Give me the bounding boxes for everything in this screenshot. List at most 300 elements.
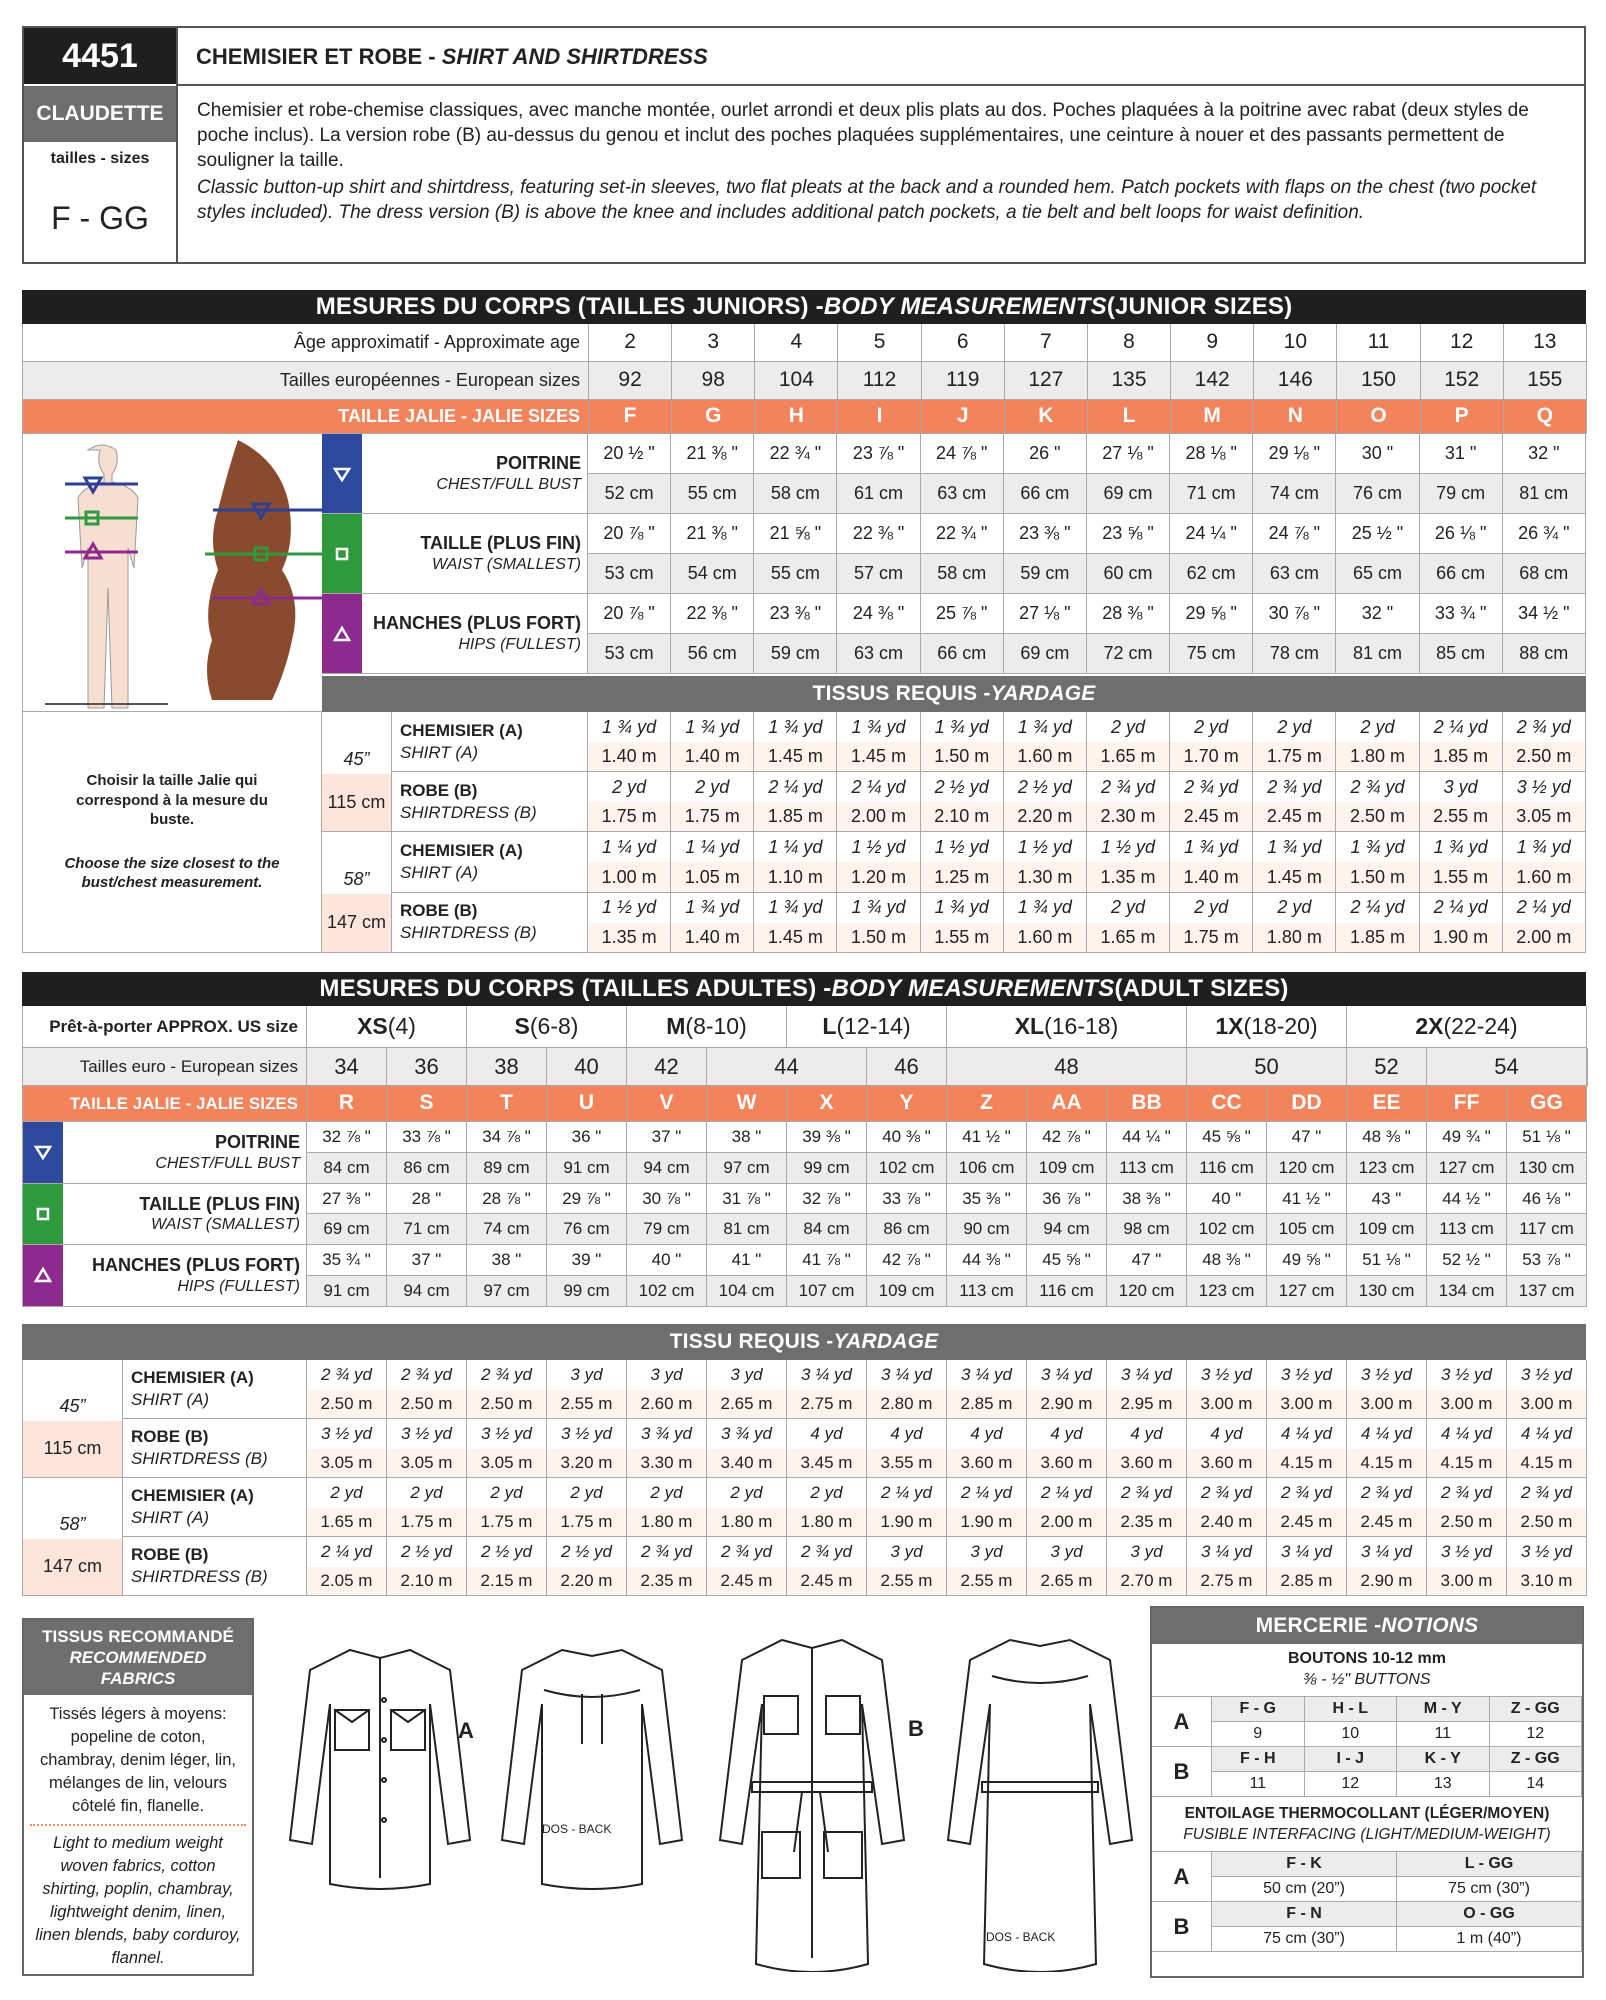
fabrics-title: TISSUS RECOMMANDÉ [42,1627,234,1646]
yardage-m-cell: 2.35 m [1107,1508,1187,1538]
buttons-heading-en: ⅜ - ½" BUTTONS [1303,1671,1431,1688]
yardage-m-cell: 2.50 m [1427,1508,1507,1538]
cm-cell: 57 cm [837,554,920,594]
back-label-a: DOS - BACK [542,1822,612,1836]
inch-cell: 38 ⅜ " [1107,1184,1187,1215]
inch-cell: 28 ⅛ " [1170,434,1253,474]
euro-size-cell: 155 [1504,362,1587,400]
yardage-m-cell: 3.05 m [1503,802,1586,832]
junior-size-note [22,712,322,953]
yardage-m-cell: 1.70 m [1170,742,1253,772]
notion-quantity: 12 [1305,1772,1398,1797]
inch-cell: 21 ⅜ " [671,434,754,474]
cm-cell: 75 cm [1170,634,1253,674]
yardage-garment-label-fr: CHEMISIER (A) [131,1367,254,1387]
cm-cell: 97 cm [467,1276,547,1307]
yardage-yd-cell: 1 ¾ yd [1503,832,1586,862]
inch-cell: 26 ¾ " [1503,514,1586,554]
yardage-m-cell: 3.05 m [307,1449,387,1479]
age-cell: 5 [838,324,921,362]
us-size-code: XL [1014,1013,1045,1040]
header-divider [176,28,178,262]
junior-title-end: (JUNIOR SIZES) [1106,293,1293,320]
us-size-group [627,1006,787,1048]
cm-cell: 56 cm [671,634,754,674]
measure-label-en: HIPS (FULLEST) [458,635,581,653]
yardage-m-cell: 4.15 m [1267,1449,1347,1479]
yardage-m-cell: 1.50 m [921,742,1004,772]
yardage-yd-cell: 2 ½ yd [1004,772,1087,802]
measure-label-en: CHEST/FULL BUST [436,475,581,493]
yardage-yd-cell: 2 ¼ yd [837,772,920,802]
shirt-back-illustration [492,1640,692,1890]
yardage-garment-label-fr: ROBE (B) [131,1426,209,1446]
us-size-code: S [514,1013,530,1040]
jalie-size-cell: N [1254,400,1337,434]
inch-cell: 23 ⅝ " [1087,514,1170,554]
cm-cell: 99 cm [547,1276,627,1307]
yardage-yd-cell: 2 yd [707,1478,787,1508]
yardage-yd-cell: 4 ¼ yd [1347,1419,1427,1449]
adult-yardage-title-fr: TISSU REQUIS - [669,1330,834,1353]
cm-cell: 98 cm [1107,1214,1187,1245]
yardage-m-cell: 1.50 m [1336,862,1419,892]
yardage-m-cell: 2.90 m [1347,1567,1427,1597]
cm-cell: 79 cm [627,1214,707,1245]
inch-cell: 26 " [1004,434,1087,474]
yardage-garment-label-fr: ROBE (B) [131,1544,209,1564]
yardage-yd-cell: 3 ¼ yd [867,1360,947,1390]
notion-version-label: B [1152,1902,1212,1952]
adult-size-table [22,1006,1586,1122]
inch-cell: 27 ⅛ " [1087,434,1170,474]
yardage-yd-cell: 1 ¾ yd [1004,712,1087,742]
notion-size-range: O - GG [1397,1902,1582,1927]
us-size-group [467,1006,627,1048]
yardage-m-cell: 3.30 m [627,1449,707,1479]
euro-size-cell: 112 [838,362,921,400]
yardage-yd-cell: 2 yd [627,1478,707,1508]
junior-yardage-title [322,676,1586,712]
notion-size-range: Z - GG [1490,1747,1583,1772]
yardage-m-cell: 3.00 m [1187,1390,1267,1420]
inch-cell: 44 ½ " [1427,1184,1507,1215]
inch-cell: 35 ⅜ " [947,1184,1027,1215]
inch-cell: 31 ⅞ " [707,1184,787,1215]
yardage-yd-cell: 4 yd [1107,1419,1187,1449]
us-size-group [1347,1006,1587,1048]
yardage-yd-cell: 4 yd [787,1419,867,1449]
jalie-size-cell: H [755,400,838,434]
cm-cell: 72 cm [1087,634,1170,674]
interfacing-heading-fr: ENTOILAGE THERMOCOLLANT (LÉGER/MOYEN) [1184,1805,1550,1822]
cm-cell: 55 cm [754,554,837,594]
adult-measurement-table [22,1122,1586,1307]
yardage-yd-cell: 3 yd [627,1360,707,1390]
yardage-m-cell: 2.50 m [1336,802,1419,832]
inch-cell: 25 ⅞ " [921,594,1004,634]
yardage-yd-cell: 2 ¼ yd [307,1537,387,1567]
age-cell: 12 [1421,324,1504,362]
inch-cell: 23 ⅜ " [1004,514,1087,554]
inch-cell: 44 ⅜ " [947,1245,1027,1276]
yardage-m-cell: 2.55 m [1420,802,1503,832]
yardage-m-cell: 2.50 m [467,1390,547,1420]
yardage-garment-label-fr: ROBE (B) [400,780,478,800]
child-figure-illustration [23,434,323,712]
measure-label-fr: POITRINE [495,453,581,474]
cm-cell: 63 cm [837,634,920,674]
inch-cell: 24 ⅞ " [921,434,1004,474]
cm-cell: 66 cm [1420,554,1503,594]
inch-cell: 20 ⅞ " [588,594,671,634]
adult-yardage-title [22,1324,1586,1360]
inch-cell: 45 ⅝ " [1027,1245,1107,1276]
cm-cell: 63 cm [921,474,1004,514]
cm-cell: 88 cm [1503,634,1586,674]
yardage-yd-cell: 4 yd [1027,1419,1107,1449]
notion-size-range: M - Y [1397,1697,1490,1722]
yardage-yd-cell: 1 ¾ yd [1336,832,1419,862]
yardage-m-cell: 2.55 m [547,1390,627,1420]
yardage-yd-cell: 1 ¾ yd [1170,832,1253,862]
yardage-m-cell: 3.60 m [1187,1449,1267,1479]
inch-cell: 29 ⅛ " [1253,434,1336,474]
yardage-yd-cell: 3 yd [867,1537,947,1567]
inch-cell: 34 ½ " [1503,594,1586,634]
yardage-m-cell: 1.55 m [921,923,1004,953]
yardage-m-cell: 2.50 m [1503,742,1586,772]
cm-cell: 78 cm [1253,634,1336,674]
adult-yardage-title-en: YARDAGE [833,1330,939,1353]
yardage-m-cell: 2.00 m [1503,923,1586,953]
cm-cell: 84 cm [787,1214,867,1245]
cm-cell: 84 cm [307,1153,387,1184]
age-cell: 13 [1504,324,1587,362]
cm-cell: 105 cm [1267,1214,1347,1245]
inch-cell: 42 ⅞ " [1027,1122,1107,1153]
inch-cell: 42 ⅞ " [867,1245,947,1276]
cm-cell: 117 cm [1507,1214,1587,1245]
yardage-m-cell: 2.90 m [1027,1390,1107,1420]
cm-cell: 65 cm [1336,554,1419,594]
jalie-size-cell: W [707,1086,787,1122]
yardage-yd-cell: 4 yd [1187,1419,1267,1449]
us-size-code: 1X [1215,1013,1244,1040]
inch-cell: 27 ⅜ " [307,1184,387,1215]
euro-size-cell: 152 [1421,362,1504,400]
yardage-m-cell: 2.30 m [1087,802,1170,832]
yardage-yd-cell: 1 ¾ yd [837,712,920,742]
junior-yardage-table [322,712,1586,953]
yardage-yd-cell: 1 ½ yd [1004,832,1087,862]
yardage-yd-cell: 2 yd [1170,712,1253,742]
yardage-yd-cell: 1 ½ yd [588,893,671,923]
inch-cell: 20 ½ " [588,434,671,474]
yardage-m-cell: 4.15 m [1507,1449,1587,1479]
yardage-garment-label [123,1537,307,1596]
notion-size-range: F - H [1212,1747,1305,1772]
measure-label-en: WAIST (SMALLEST) [150,1216,300,1234]
age-cell: 4 [755,324,838,362]
inch-cell: 39 ⅜ " [787,1122,867,1153]
inch-cell: 40 " [627,1245,707,1276]
inch-cell: 24 ¼ " [1170,514,1253,554]
header-title-rule [178,84,1584,86]
age-cell: 10 [1254,324,1337,362]
inch-cell: 26 ⅛ " [1420,514,1503,554]
inch-cell: 39 " [547,1245,627,1276]
yardage-m-cell: 2.45 m [1347,1508,1427,1538]
cm-cell: 109 cm [867,1276,947,1307]
yardage-yd-cell: 2 ¼ yd [754,772,837,802]
euro-size-cell: 46 [867,1048,947,1086]
yardage-m-cell: 2.45 m [1267,1508,1347,1538]
yardage-yd-cell: 3 ¼ yd [1187,1537,1267,1567]
yardage-yd-cell: 2 ¼ yd [1336,893,1419,923]
euro-size-cell: 127 [1005,362,1088,400]
yardage-m-cell: 3.60 m [1027,1449,1107,1479]
dress-back-illustration [930,1632,1150,1972]
cm-cell: 89 cm [467,1153,547,1184]
euro-size-cell: 135 [1088,362,1171,400]
yardage-garment-label [123,1419,307,1478]
age-cell: 8 [1088,324,1171,362]
euro-size-cell: 146 [1254,362,1337,400]
cm-cell: 81 cm [707,1214,787,1245]
junior-size-table [22,324,1586,434]
yardage-yd-cell: 2 yd [787,1478,867,1508]
notion-size-range: L - GG [1397,1852,1582,1877]
yardage-m-cell: 2.35 m [627,1567,707,1597]
cm-cell: 81 cm [1336,634,1419,674]
euro-size-cell: 50 [1187,1048,1347,1086]
yardage-m-cell: 2.75 m [1187,1567,1267,1597]
us-size-group [1187,1006,1347,1048]
yardage-m-cell: 3.60 m [1107,1449,1187,1479]
inch-cell: 36 " [547,1122,627,1153]
cm-cell: 53 cm [588,554,671,594]
jalie-label: TAILLE JALIE - JALIE SIZES [23,1086,307,1122]
yardage-yd-cell: 2 ¾ yd [1427,1478,1507,1508]
measure-label-fr: POITRINE [214,1132,300,1153]
yardage-yd-cell: 2 ¾ yd [1253,772,1336,802]
euro-size-cell: 48 [947,1048,1187,1086]
yardage-garment-label [392,772,588,832]
yardage-m-cell: 1.55 m [1420,862,1503,892]
yardage-m-cell: 1.45 m [1253,862,1336,892]
jalie-size-cell: Q [1504,400,1587,434]
yardage-m-cell: 1.75 m [547,1508,627,1538]
yardage-m-cell: 1.75 m [1253,742,1336,772]
recommended-fabrics-panel [22,1618,254,1976]
cm-cell: 63 cm [1253,554,1336,594]
back-label-b: DOS - BACK [986,1930,1056,1944]
yardage-yd-cell: 2 ½ yd [387,1537,467,1567]
notion-size-range: H - L [1305,1697,1398,1722]
jalie-size-cell: F [589,400,672,434]
yardage-m-cell: 2.70 m [1107,1567,1187,1597]
euro-size-cell: 104 [755,362,838,400]
inch-cell: 31 " [1420,434,1503,474]
yardage-yd-cell: 1 ¾ yd [1004,893,1087,923]
yardage-m-cell: 1.75 m [467,1508,547,1538]
measure-label-en: WAIST (SMALLEST) [431,555,581,573]
yardage-garment-label-en: SHIRT (A) [400,742,479,762]
yardage-yd-cell: 2 ¾ yd [387,1360,467,1390]
yardage-yd-cell: 2 ½ yd [467,1537,547,1567]
jalie-size-cell: O [1337,400,1420,434]
yardage-m-cell: 1.05 m [671,862,754,892]
euro-size-cell: 38 [467,1048,547,1086]
adult-title-end: (ADULT SIZES) [1114,975,1289,1002]
yardage-yd-cell: 2 ½ yd [547,1537,627,1567]
yardage-garment-label-en: SHIRTDRESS (B) [400,802,537,822]
yardage-garment-label [123,1360,307,1419]
yardage-m-cell: 2.55 m [947,1567,1027,1597]
inch-cell: 47 " [1107,1245,1187,1276]
junior-note-fr: Choisir la taille Jalie qui correspond à la mesure du buste. [76,772,268,829]
yardage-yd-cell: 3 yd [1107,1537,1187,1567]
notion-quantity: 50 cm (20”) [1212,1877,1397,1902]
measure-label-fr: TAILLE (PLUS FIN) [420,533,581,554]
inch-cell: 48 ⅜ " [1187,1245,1267,1276]
sizes-label: tailles - sizes [50,150,150,167]
yardage-garment-label [392,712,588,772]
yardage-m-cell: 1.75 m [387,1508,467,1538]
yardage-m-cell: 2.95 m [1107,1390,1187,1420]
cm-cell: 94 cm [627,1153,707,1184]
yardage-yd-cell: 2 yd [547,1478,627,1508]
jalie-size-cell: Y [867,1086,947,1122]
inch-cell: 33 ⅞ " [387,1122,467,1153]
inch-cell: 22 ⅜ " [837,514,920,554]
euro-size-cell: 42 [627,1048,707,1086]
yardage-m-cell: 3.05 m [467,1449,547,1479]
cm-cell: 52 cm [588,474,671,514]
us-size-range: (12-14) [836,1013,911,1040]
junior-measurement-table [322,434,1586,674]
yardage-m-cell: 1.45 m [754,923,837,953]
fabrics-en: Light to medium weight woven fabrics, cotton shirting, poplin, chambray, lightweight denim, linen, linen blends, baby corduroy, flannel. [35,1834,241,1967]
measure-label [362,434,588,514]
shirt-front-illustration [280,1640,480,1890]
view-label-b: B [908,1716,924,1741]
pattern-name: CLAUDETTE [24,86,176,142]
us-size-code: M [666,1013,686,1040]
cm-cell: 55 cm [671,474,754,514]
yardage-garment-label-en: SHIRTDRESS (B) [131,1449,268,1468]
cm-cell: 127 cm [1427,1153,1507,1184]
inch-cell: 41 " [707,1245,787,1276]
yardage-m-cell: 2.45 m [1253,802,1336,832]
yardage-m-cell: 2.80 m [867,1390,947,1420]
yardage-m-cell: 2.85 m [947,1390,1027,1420]
inch-cell: 22 ¾ " [921,514,1004,554]
yardage-m-cell: 1.90 m [867,1508,947,1538]
cm-cell: 58 cm [754,474,837,514]
yardage-garment-label [123,1478,307,1537]
buttons-table [1152,1696,1582,1797]
inch-cell: 25 ½ " [1336,514,1419,554]
inch-cell: 27 ⅛ " [1004,594,1087,634]
cm-cell: 123 cm [1347,1153,1427,1184]
yardage-m-cell: 2.20 m [547,1567,627,1597]
notion-version-label: B [1152,1747,1212,1797]
inch-cell: 51 ⅛ " [1347,1245,1427,1276]
yardage-m-cell: 4.15 m [1347,1449,1427,1479]
cm-cell: 66 cm [1004,474,1087,514]
junior-title-en: BODY MEASUREMENTS [823,293,1107,320]
measure-label-en: CHEST/FULL BUST [155,1154,300,1172]
cm-cell: 97 cm [707,1153,787,1184]
adult-title-fr: MESURES DU CORPS (TAILLES ADULTES) - [319,975,832,1002]
inch-cell: 47 " [1267,1122,1347,1153]
yardage-yd-cell: 2 yd [671,772,754,802]
cm-cell: 113 cm [947,1276,1027,1307]
yardage-yd-cell: 1 ¾ yd [837,893,920,923]
notion-size-range: F - N [1212,1902,1397,1927]
cm-cell: 79 cm [1420,474,1503,514]
yardage-yd-cell: 3 ½ yd [1427,1360,1507,1390]
inch-cell: 32 ⅞ " [787,1184,867,1215]
cm-cell: 137 cm [1507,1276,1587,1307]
yardage-yd-cell: 2 yd [307,1478,387,1508]
yardage-m-cell: 2.15 m [467,1567,547,1597]
measure-label-en: HIPS (FULLEST) [177,1277,300,1295]
jalie-size-cell: L [1088,400,1171,434]
yardage-garment-label-fr: CHEMISIER (A) [400,840,523,860]
buttons-heading [1152,1644,1582,1690]
measure-label [63,1122,307,1184]
jalie-size-cell: R [307,1086,387,1122]
inch-cell: 38 " [467,1245,547,1276]
measure-label-fr: HANCHES (PLUS FORT) [92,1255,300,1276]
yardage-yd-cell: 1 ¾ yd [1420,832,1503,862]
width-inches: 45” [59,1395,86,1416]
yardage-yd-cell: 2 ¼ yd [1503,893,1586,923]
yardage-m-cell: 1.40 m [588,742,671,772]
yardage-yd-cell: 2 yd [387,1478,467,1508]
yardage-m-cell: 2.05 m [307,1567,387,1597]
yardage-m-cell: 1.75 m [588,802,671,832]
yardage-m-cell: 1.65 m [1087,742,1170,772]
yardage-yd-cell: 2 ¾ yd [307,1360,387,1390]
inch-cell: 29 ⅞ " [547,1184,627,1215]
yardage-yd-cell: 3 ½ yd [387,1419,467,1449]
view-label-a: A [458,1718,474,1743]
cm-cell: 102 cm [867,1153,947,1184]
inch-cell: 53 ⅞ " [1507,1245,1587,1276]
notion-quantity: 11 [1212,1772,1305,1797]
yardage-m-cell: 2.75 m [787,1390,867,1420]
notion-size-range: K - Y [1397,1747,1490,1772]
yardage-m-cell: 3.05 m [387,1449,467,1479]
yardage-m-cell: 3.00 m [1507,1390,1587,1420]
yardage-yd-cell: 3 yd [947,1537,1027,1567]
notion-size-range: I - J [1305,1747,1398,1772]
yardage-garment-label-en: SHIRTDRESS (B) [131,1567,268,1586]
yardage-m-cell: 1.85 m [1420,742,1503,772]
yardage-yd-cell: 2 ¼ yd [1027,1478,1107,1508]
yardage-m-cell: 1.80 m [1253,923,1336,953]
cm-cell: 68 cm [1503,554,1586,594]
yardage-m-cell: 2.50 m [307,1390,387,1420]
yardage-m-cell: 1.45 m [754,742,837,772]
yardage-m-cell: 2.10 m [387,1567,467,1597]
yardage-yd-cell: 3 ¼ yd [1107,1360,1187,1390]
euro-size-cell [1587,1048,1588,1086]
